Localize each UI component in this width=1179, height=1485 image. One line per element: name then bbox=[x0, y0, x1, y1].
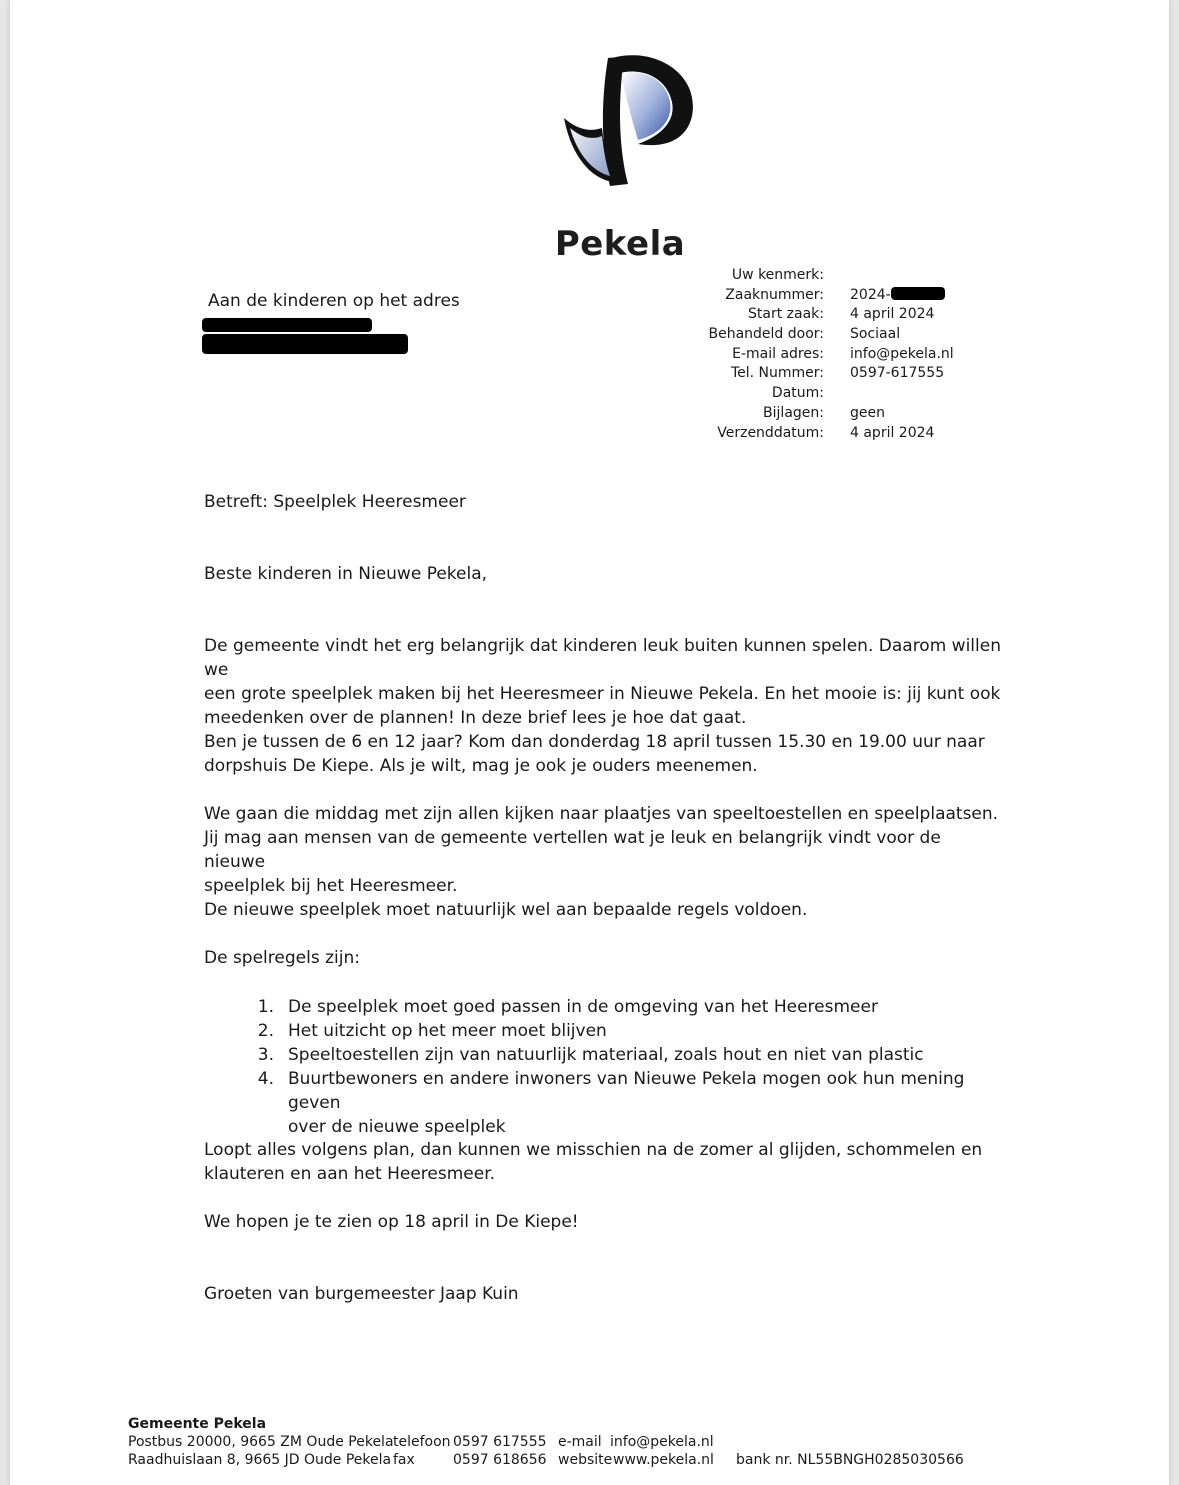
meta-value bbox=[850, 384, 1030, 404]
meta-label: E-mail adres: bbox=[732, 345, 824, 362]
meta-value: 2024- bbox=[850, 286, 1030, 306]
closing-signature: Groeten van burgemeester Jaap Kuin bbox=[204, 1284, 519, 1304]
meta-label: Behandeld door: bbox=[708, 326, 824, 343]
footer-phone: 0597 617555 bbox=[453, 1434, 547, 1450]
meta-value bbox=[850, 266, 1030, 286]
paragraph-rules-intro: De nieuwe speelplek moet natuurlijk wel aan bepaalde regels voldoen. bbox=[204, 900, 808, 920]
redacted-address-line-2 bbox=[202, 334, 408, 354]
meta-value: geen bbox=[850, 404, 885, 421]
paragraph-intro: De gemeente vindt het erg belangrijk dat kinderen leuk buiten kunnen spelen. Daarom willen we een grote speelplek maken bij het Heeresmeer in Nieuwe Pekela. En het mooie is: jij kunt ook meedenken over de plannen! In deze brief lees je hoe dat gaat. bbox=[204, 636, 1001, 728]
footer-fax-label: fax bbox=[393, 1452, 415, 1468]
footer-fax: 0597 618656 bbox=[453, 1452, 547, 1468]
rules-list bbox=[230, 995, 990, 1139]
meta-value: info@pekela.nl bbox=[850, 345, 954, 362]
redacted-address-line-1 bbox=[202, 318, 372, 332]
paragraph-activity: We gaan die middag met zijn allen kijken naar plaatjes van speeltoestellen en speelplaatsen. Jij mag aan mensen van de gemeente vertellen wat je leuk en belangrijk vindt voor de nieuwe speelplek bij het Heeresmeer. bbox=[204, 804, 999, 896]
meta-value: 4 april 2024 bbox=[850, 424, 935, 441]
list-item: 2. Het uitzicht op het meer moet blijven bbox=[257, 1021, 607, 1041]
footer-bank: bank nr. NL55BNGH0285030566 bbox=[736, 1452, 964, 1468]
meta-label: Zaaknummer: bbox=[725, 286, 824, 303]
meta-label: Uw kenmerk: bbox=[731, 267, 824, 283]
footer-email: info@pekela.nl bbox=[610, 1434, 714, 1450]
meta-label: Start zaak: bbox=[748, 306, 824, 323]
list-item: 4. Buurtbewoners en andere inwoners van Nieuwe Pekela mogen ook hun mening geven over de nieuwe speelplek bbox=[257, 1069, 965, 1137]
footer-visit-address: Raadhuislaan 8, 9665 JD Oude Pekela bbox=[128, 1452, 392, 1468]
reference-values bbox=[850, 266, 1030, 443]
paragraph-hope: We hopen je te zien op 18 april in De Kiepe! bbox=[204, 1212, 579, 1232]
salutation: Beste kinderen in Nieuwe Pekela, bbox=[204, 564, 488, 584]
footer-phone-label: telefoon bbox=[393, 1434, 451, 1450]
meta-label: Bijlagen: bbox=[763, 404, 824, 421]
subject-line: Betreft: Speelplek Heeresmeer bbox=[204, 492, 466, 512]
footer-postbus: Postbus 20000, 9665 ZM Oude Pekela bbox=[128, 1434, 394, 1450]
redacted-case-number bbox=[891, 287, 945, 300]
meta-label: Datum: bbox=[771, 385, 824, 402]
rules-heading: De spelregels zijn: bbox=[204, 948, 360, 968]
paragraph-invitation: Ben je tussen de 6 en 12 jaar? Kom dan donderdag 18 april tussen 15.30 en 19.00 uur naar dorpshuis De Kiepe. Als je wilt, mag je ook je ouders meenemen. bbox=[204, 732, 985, 776]
meta-label: Tel. Nummer: bbox=[730, 365, 824, 382]
reference-labels bbox=[700, 266, 824, 443]
pekela-emblem-icon bbox=[550, 44, 700, 224]
paragraph-plan: Loopt alles volgens plan, dan kunnen we misschien na de zomer al glijden, schommelen en klauteren en aan het Heeresmeer. bbox=[204, 1140, 983, 1184]
meta-value: 0597-617555 bbox=[850, 365, 945, 382]
pekela-logo bbox=[550, 44, 710, 264]
meta-label: Verzenddatum: bbox=[717, 424, 824, 441]
addressee-line: Aan de kinderen op het adres bbox=[208, 291, 460, 311]
footer-org: Gemeente Pekela bbox=[128, 1416, 267, 1432]
footer-email-label: e-mail bbox=[558, 1434, 602, 1450]
footer-website-label: website bbox=[558, 1452, 613, 1468]
meta-value: 4 april 2024 bbox=[850, 306, 935, 323]
letter-page bbox=[10, 0, 1169, 1485]
meta-value: Sociaal bbox=[850, 326, 901, 343]
list-item: 3. Speeltoestellen zijn van natuurlijk materiaal, zoals hout en niet van plastic bbox=[257, 1045, 924, 1065]
logo-wordmark: Pekela bbox=[554, 224, 686, 264]
list-item: 1. De speelplek moet goed passen in de omgeving van het Heeresmeer bbox=[257, 997, 878, 1017]
footer-website: www.pekela.nl bbox=[613, 1452, 714, 1468]
